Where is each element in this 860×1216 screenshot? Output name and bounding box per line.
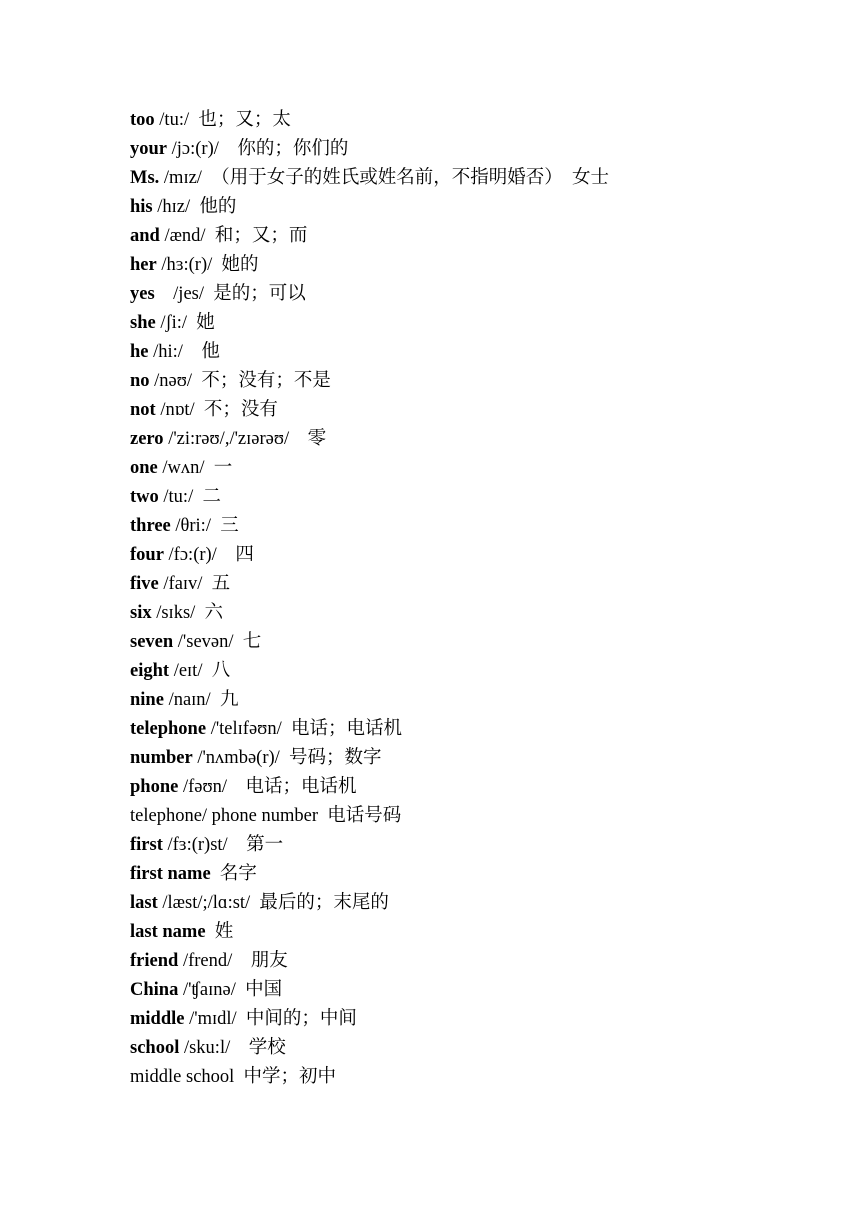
vocab-definition: /'mɪdl/ 中间的；中间	[184, 1009, 357, 1029]
vocab-definition: /eɪt/ 八	[169, 661, 231, 681]
vocab-entry	[130, 774, 609, 803]
vocab-entry	[130, 194, 609, 223]
vocab-entry	[130, 658, 609, 687]
vocab-definition: /wʌn/ 一	[157, 458, 233, 478]
vocab-definition: /jɔ:(r)/ 你的；你们的	[167, 139, 349, 159]
vocab-entry	[130, 977, 609, 1006]
vocab-entry	[130, 513, 609, 542]
vocab-word: one	[130, 458, 158, 478]
vocab-entry	[130, 310, 609, 339]
vocab-word: phone	[130, 777, 179, 797]
vocab-entry	[130, 745, 609, 774]
vocab-word: two	[130, 487, 159, 507]
vocab-entry	[130, 600, 609, 629]
vocab-word: nine	[130, 690, 164, 710]
vocab-entry	[130, 803, 609, 832]
vocab-definition: 姓	[205, 922, 234, 942]
vocab-word: school	[130, 1038, 180, 1058]
vocab-entry	[130, 629, 609, 658]
vocab-entry	[130, 484, 609, 513]
vocab-entry	[130, 368, 609, 397]
vocab-definition: /fəʊn/ 电话；电话机	[178, 777, 357, 797]
vocab-word: Ms.	[130, 168, 160, 188]
vocab-entry	[130, 832, 609, 861]
vocab-word: and	[130, 226, 160, 246]
vocab-entry	[130, 861, 609, 890]
vocab-definition: /'zi:rəʊ/,/'zɪərəʊ/ 零	[163, 429, 327, 449]
vocab-definition: /sku:l/ 学校	[179, 1038, 286, 1058]
vocab-word: four	[130, 545, 164, 565]
vocab-entry	[130, 339, 609, 368]
vocab-entry	[130, 948, 609, 977]
vocab-entry	[130, 571, 609, 600]
vocab-definition: /fɔ:(r)/ 四	[163, 545, 254, 565]
vocab-word: first name	[130, 864, 211, 884]
vocab-entry	[130, 890, 609, 919]
vocab-entry	[130, 687, 609, 716]
vocab-word: first	[130, 835, 163, 855]
vocab-entry	[130, 252, 609, 281]
vocab-definition: /'sevən/ 七	[173, 632, 262, 652]
vocab-word: no	[130, 371, 150, 391]
vocab-word: last name	[130, 922, 206, 942]
vocab-word: her	[130, 255, 157, 275]
vocab-definition: /sɪks/ 六	[151, 603, 224, 623]
vocab-entry	[130, 455, 609, 484]
vocab-entry	[130, 397, 609, 426]
vocab-definition: /frend/ 朋友	[178, 951, 288, 971]
vocab-definition: /hi:/ 他	[148, 342, 220, 362]
vocab-definition: /ʃi:/ 她	[155, 313, 215, 333]
vocab-entry	[130, 281, 609, 310]
vocab-entry	[130, 107, 609, 136]
vocab-entry	[130, 136, 609, 165]
vocab-definition: /naɪn/ 九	[163, 690, 239, 710]
vocab-word: three	[130, 516, 171, 536]
vocab-definition: /ænd/ 和；又；而	[159, 226, 308, 246]
vocab-entry	[130, 223, 609, 252]
vocab-definition: /jes/ 是的；可以	[154, 284, 306, 304]
vocab-word: number	[130, 748, 193, 768]
vocab-definition: /'telɪfəʊn/ 电话；电话机	[206, 719, 402, 739]
vocab-definition: /θri:/ 三	[170, 516, 239, 536]
vocab-definition: /nɒt/ 不；没有	[155, 400, 278, 420]
vocab-word: middle	[130, 1009, 185, 1029]
vocab-definition: /nəʊ/ 不；没有；不是	[149, 371, 331, 391]
vocab-word: seven	[130, 632, 174, 652]
vocab-word: six	[130, 603, 152, 623]
vocab-definition: /mɪz/ （用于女子的姓氏或姓名前，不指明婚否） 女士	[159, 168, 609, 188]
vocab-word: she	[130, 313, 156, 333]
vocab-entry	[130, 542, 609, 571]
vocab-word: telephone	[130, 719, 207, 739]
vocab-entry	[130, 165, 609, 194]
vocab-word: zero	[130, 429, 164, 449]
vocab-definition: /hɪz/ 他的	[152, 197, 237, 217]
vocab-word: not	[130, 400, 156, 420]
vocab-word: eight	[130, 661, 170, 681]
vocab-word: your	[130, 139, 167, 159]
vocab-word: he	[130, 342, 149, 362]
vocab-definition: middle school 中学；初中	[130, 1067, 337, 1087]
vocab-word: last	[130, 893, 158, 913]
vocab-word: his	[130, 197, 153, 217]
vocab-entry	[130, 919, 609, 948]
vocab-word: yes	[130, 284, 155, 304]
vocab-entry	[130, 1064, 609, 1093]
vocab-word: China	[130, 980, 179, 1000]
vocab-word: friend	[130, 951, 179, 971]
vocab-definition: /'nʌmbə(r)/ 号码；数字	[192, 748, 382, 768]
vocab-definition: 名字	[210, 864, 257, 884]
vocab-definition: /'ʧaɪnə/ 中国	[178, 980, 283, 1000]
vocab-definition: /tu:/ 二	[158, 487, 221, 507]
vocab-entry	[130, 1035, 609, 1064]
vocab-entry	[130, 716, 609, 745]
vocab-word: too	[130, 110, 155, 130]
vocab-definition: /tu:/ 也；又；太	[154, 110, 291, 130]
vocab-definition: telephone/ phone number 电话号码	[130, 806, 402, 826]
vocab-definition: /fɜ:(r)st/ 第一	[162, 835, 284, 855]
vocabulary-list	[130, 107, 609, 1093]
vocab-word: five	[130, 574, 159, 594]
vocab-entry	[130, 426, 609, 455]
vocab-definition: /hɜ:(r)/ 她的	[156, 255, 259, 275]
vocab-entry	[130, 1006, 609, 1035]
vocab-definition: /faɪv/ 五	[158, 574, 231, 594]
vocab-definition: /læst/;/lɑ:st/ 最后的；末尾的	[157, 893, 389, 913]
